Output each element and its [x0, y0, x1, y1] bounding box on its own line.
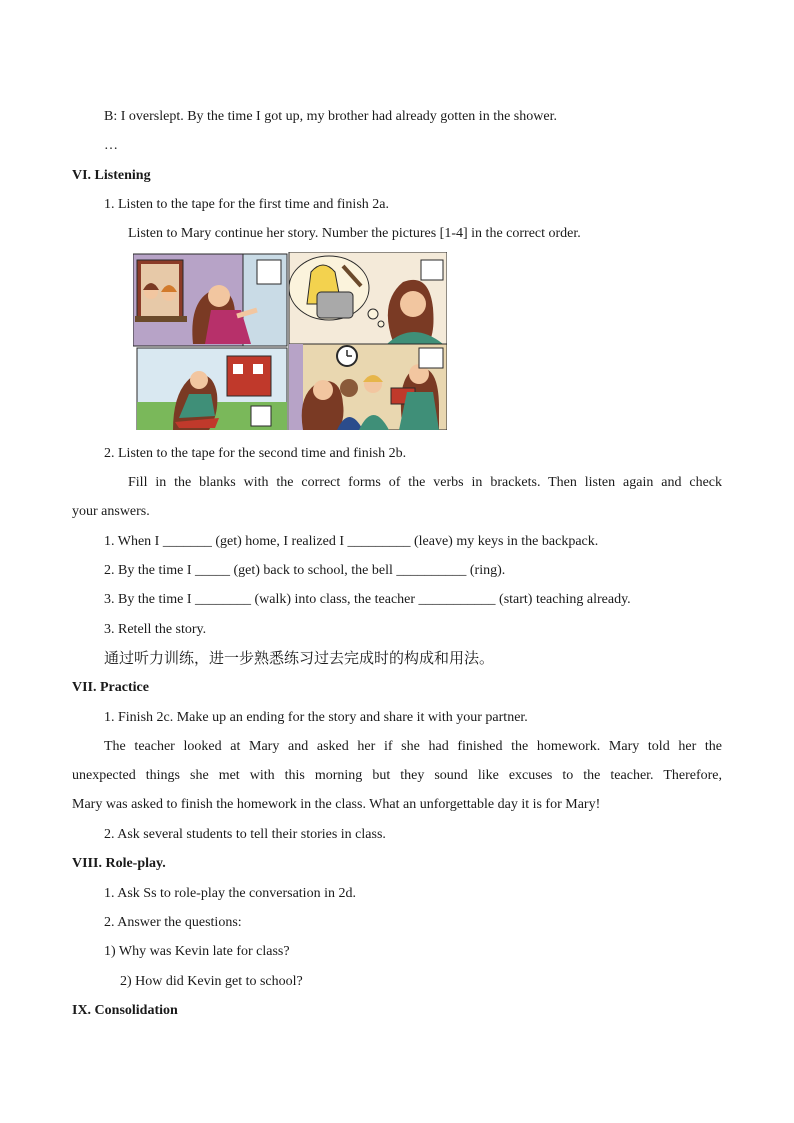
section-heading-role-play: VIII. Role-play.: [72, 856, 166, 871]
section-heading-consolidation: IX. Consolidation: [72, 1003, 178, 1018]
listening-item-2: 2. Listen to the tape for the second time and finish 2b.: [104, 446, 407, 461]
question-1: 1) Why was Kevin late for class?: [104, 944, 290, 959]
practice-paragraph-line-2: unexpected things she met with this morning but they sound like excuses to the teacher. Therefore,: [72, 768, 722, 783]
listening-item-3: 3. Retell the story.: [104, 622, 207, 637]
question-2: 2) How did Kevin get to school?: [120, 974, 303, 989]
practice-paragraph-line-3: Mary was asked to finish the homework in the class. What an unforgettable day it is for Mary!: [72, 797, 601, 812]
picture-panel-3: [137, 348, 287, 430]
listening-item-2-instruction-line-1: Fill in the blanks with the correct forms of the verbs in brackets. Then listen again and check: [128, 475, 722, 490]
practice-item-1: 1. Finish 2c. Make up an ending for the story and share it with your partner.: [104, 710, 528, 725]
number-box-3: [251, 406, 271, 426]
fill-blank-3: 3. By the time I ________ (walk) into class, the teacher ___________ (start) teaching already.: [104, 592, 631, 607]
number-box-1: [257, 260, 281, 284]
fill-blank-2: 2. By the time I _____ (get) back to school, the bell __________ (ring).: [104, 563, 506, 578]
section-heading-listening: VI. Listening: [72, 168, 151, 183]
role-play-item-1: 1. Ask Ss to role-play the conversation in 2d.: [104, 886, 356, 901]
ellipsis: …: [104, 138, 118, 153]
picture-panel-2: [289, 252, 447, 344]
story-pictures-illustration: [133, 252, 447, 430]
picture-panel-1: [133, 254, 287, 346]
picture-panel-4: [289, 344, 447, 430]
practice-paragraph-line-1: The teacher looked at Mary and asked her if she had finished the homework. Mary told her the: [104, 739, 722, 754]
number-box-2: [421, 260, 443, 280]
chinese-note: 通过听力训练，进一步熟悉练习过去完成时的构成和用法。: [104, 649, 495, 667]
listening-item-1-instruction: Listen to Mary continue her story. Number the pictures [1-4] in the correct order.: [128, 226, 581, 241]
role-play-item-2: 2. Answer the questions:: [104, 915, 242, 930]
dialogue-line-b: B: I overslept. By the time I got up, my brother had already gotten in the shower.: [104, 109, 557, 124]
practice-item-2: 2. Ask several students to tell their stories in class.: [104, 827, 386, 842]
fill-blank-1: 1. When I _______ (get) home, I realized I _________ (leave) my keys in the backpack.: [104, 534, 599, 549]
number-box-4: [419, 348, 443, 368]
section-heading-practice: VII. Practice: [72, 680, 149, 695]
listening-item-2-instruction-line-2: your answers.: [72, 504, 150, 519]
listening-item-1: 1. Listen to the tape for the first time and finish 2a.: [104, 197, 389, 212]
